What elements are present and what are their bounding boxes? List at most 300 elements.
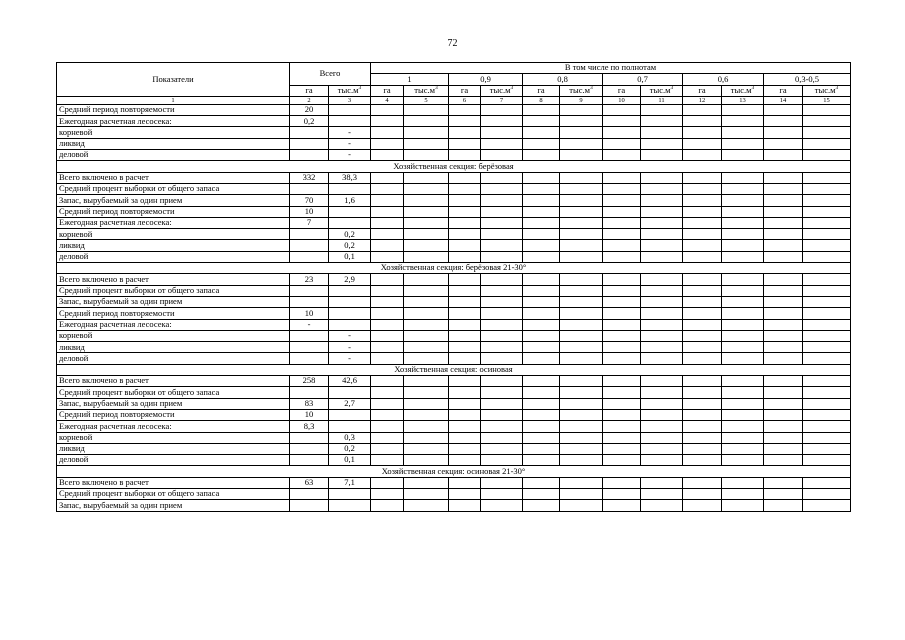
- density-cell: [722, 477, 764, 488]
- density-cell: [764, 229, 803, 240]
- unit-volume-text: тыс.м: [489, 85, 511, 95]
- density-cell: [722, 387, 764, 398]
- total-volume-cell: -: [329, 150, 371, 161]
- total-ha-cell: 63: [290, 477, 329, 488]
- density-cell: [764, 319, 803, 330]
- density-cell: [404, 183, 449, 194]
- table-row: [57, 127, 851, 138]
- density-cell: [603, 376, 641, 387]
- density-cell: [404, 421, 449, 432]
- density-cell: [481, 443, 523, 454]
- density-cell: [481, 477, 523, 488]
- table-row: [57, 274, 851, 285]
- density-cell: [560, 477, 603, 488]
- table-body: [57, 96, 851, 511]
- total-ha-cell: [290, 150, 329, 161]
- density-cell: [371, 455, 404, 466]
- density-cell: [722, 488, 764, 499]
- density-cell: [641, 488, 683, 499]
- density-cell: [603, 285, 641, 296]
- density-cell: [481, 217, 523, 228]
- density-cell: [404, 455, 449, 466]
- total-ha-cell: 10: [290, 409, 329, 420]
- density-cell: [722, 274, 764, 285]
- row-label: Ежегодная расчетная лесосека:: [57, 217, 290, 228]
- density-cell: [803, 240, 851, 251]
- total-ha-cell: 83: [290, 398, 329, 409]
- density-cell: [481, 308, 523, 319]
- density-cell: [523, 104, 560, 115]
- density-cell: [449, 308, 481, 319]
- density-cell: [603, 127, 641, 138]
- table-row: [57, 500, 851, 511]
- density-cell: [560, 229, 603, 240]
- density-cell: [371, 409, 404, 420]
- column-number: 15: [803, 96, 851, 104]
- density-cell: [803, 353, 851, 364]
- density-cell: [404, 398, 449, 409]
- density-cell: [404, 443, 449, 454]
- density-cell: [404, 104, 449, 115]
- density-cell: [404, 150, 449, 161]
- column-number: 11: [641, 96, 683, 104]
- density-cell: [764, 308, 803, 319]
- row-label: деловой: [57, 455, 290, 466]
- density-cell: [683, 319, 722, 330]
- density-cell: [722, 443, 764, 454]
- column-number: 9: [560, 96, 603, 104]
- density-cell: [371, 319, 404, 330]
- density-cell: [404, 195, 449, 206]
- header-indicators: Показатели: [57, 63, 290, 97]
- density-cell: [764, 150, 803, 161]
- density-cell: [641, 409, 683, 420]
- density-cell: [603, 432, 641, 443]
- density-cell: [722, 421, 764, 432]
- density-cell: [764, 330, 803, 341]
- density-cell: [481, 104, 523, 115]
- density-cell: [803, 455, 851, 466]
- density-cell: [449, 285, 481, 296]
- density-cell: [371, 296, 404, 307]
- total-ha-cell: [290, 342, 329, 353]
- density-cell: [560, 342, 603, 353]
- density-cell: [404, 116, 449, 127]
- density-cell: [722, 376, 764, 387]
- density-cell: [803, 274, 851, 285]
- unit-volume-exponent: 3: [589, 85, 593, 92]
- density-cell: [404, 127, 449, 138]
- total-ha-cell: [290, 296, 329, 307]
- table-row: [57, 330, 851, 341]
- density-cell: [803, 488, 851, 499]
- density-cell: [803, 387, 851, 398]
- density-cell: [449, 172, 481, 183]
- density-cell: [449, 376, 481, 387]
- total-ha-cell: -: [290, 319, 329, 330]
- density-cell: [683, 421, 722, 432]
- density-cell: [803, 206, 851, 217]
- density-cell: [764, 251, 803, 262]
- density-cell: [683, 229, 722, 240]
- column-number: 13: [722, 96, 764, 104]
- unit-volume-exponent: 3: [434, 85, 438, 92]
- density-cell: [683, 330, 722, 341]
- density-cell: [722, 285, 764, 296]
- density-cell: [641, 455, 683, 466]
- density-cell: [683, 488, 722, 499]
- unit-volume-exponent: 3: [358, 85, 362, 92]
- unit-volume: [803, 85, 851, 96]
- density-cell: [449, 116, 481, 127]
- density-cell: [683, 183, 722, 194]
- density-cell: [641, 104, 683, 115]
- unit-volume-text: тыс.м: [337, 85, 359, 95]
- total-ha-cell: [290, 500, 329, 511]
- density-cell: [523, 477, 560, 488]
- density-cell: [722, 251, 764, 262]
- density-cell: [764, 421, 803, 432]
- density-cell: [722, 217, 764, 228]
- density-cell: [641, 183, 683, 194]
- density-cell: [683, 127, 722, 138]
- density-cell: [404, 285, 449, 296]
- density-cell: [449, 195, 481, 206]
- table-row: [57, 376, 851, 387]
- density-header: 1: [371, 74, 449, 85]
- density-cell: [683, 432, 722, 443]
- density-cell: [371, 421, 404, 432]
- density-cell: [523, 138, 560, 149]
- density-cell: [603, 206, 641, 217]
- density-cell: [560, 455, 603, 466]
- density-cell: [371, 432, 404, 443]
- density-cell: [523, 330, 560, 341]
- density-cell: [722, 138, 764, 149]
- density-cell: [764, 353, 803, 364]
- density-cell: [481, 274, 523, 285]
- density-cell: [603, 172, 641, 183]
- density-cell: [560, 500, 603, 511]
- unit-volume: [560, 85, 603, 96]
- density-cell: [523, 409, 560, 420]
- unit-ha: га: [523, 85, 560, 96]
- density-cell: [523, 387, 560, 398]
- density-cell: [560, 330, 603, 341]
- density-cell: [481, 229, 523, 240]
- density-cell: [764, 500, 803, 511]
- total-ha-cell: [290, 240, 329, 251]
- density-cell: [523, 183, 560, 194]
- density-cell: [683, 500, 722, 511]
- density-cell: [560, 432, 603, 443]
- density-cell: [481, 296, 523, 307]
- unit-ha: га: [683, 85, 722, 96]
- table-row: [57, 285, 851, 296]
- density-cell: [371, 308, 404, 319]
- density-cell: [641, 229, 683, 240]
- total-volume-cell: -: [329, 330, 371, 341]
- density-cell: [641, 330, 683, 341]
- density-cell: [764, 172, 803, 183]
- density-cell: [803, 443, 851, 454]
- density-cell: [523, 488, 560, 499]
- density-cell: [371, 138, 404, 149]
- total-ha-cell: [290, 330, 329, 341]
- row-label: деловой: [57, 353, 290, 364]
- density-cell: [481, 432, 523, 443]
- density-cell: [641, 353, 683, 364]
- density-cell: [449, 432, 481, 443]
- density-cell: [722, 353, 764, 364]
- density-cell: [449, 183, 481, 194]
- density-cell: [722, 455, 764, 466]
- density-cell: [481, 409, 523, 420]
- density-cell: [683, 206, 722, 217]
- table-row: [57, 455, 851, 466]
- density-cell: [560, 409, 603, 420]
- density-cell: [481, 500, 523, 511]
- density-cell: [371, 398, 404, 409]
- total-ha-cell: 258: [290, 376, 329, 387]
- density-cell: [560, 285, 603, 296]
- density-cell: [803, 172, 851, 183]
- density-header: 0,8: [523, 74, 603, 85]
- density-cell: [523, 500, 560, 511]
- row-label: Средний период повторяемости: [57, 104, 290, 115]
- density-cell: [560, 217, 603, 228]
- density-cell: [803, 285, 851, 296]
- row-label: Средний процент выборки от общего запаса: [57, 183, 290, 194]
- density-cell: [404, 172, 449, 183]
- density-cell: [722, 330, 764, 341]
- row-label: Средний процент выборки от общего запаса: [57, 285, 290, 296]
- table-row: [57, 150, 851, 161]
- total-ha-cell: [290, 443, 329, 454]
- density-cell: [683, 240, 722, 251]
- table-row: [57, 409, 851, 420]
- table-row: [57, 217, 851, 228]
- density-cell: [523, 150, 560, 161]
- density-cell: [560, 206, 603, 217]
- density-cell: [641, 387, 683, 398]
- unit-volume-text: тыс.м: [649, 85, 671, 95]
- row-label: Всего включено в расчет: [57, 477, 290, 488]
- density-cell: [764, 432, 803, 443]
- density-header: 0,9: [449, 74, 523, 85]
- density-cell: [481, 172, 523, 183]
- total-ha-cell: 20: [290, 104, 329, 115]
- column-number: 4: [371, 96, 404, 104]
- density-cell: [481, 285, 523, 296]
- total-volume-cell: -: [329, 353, 371, 364]
- table-row: [57, 206, 851, 217]
- density-cell: [449, 421, 481, 432]
- column-number: 7: [481, 96, 523, 104]
- column-number: 1: [57, 96, 290, 104]
- density-cell: [560, 138, 603, 149]
- row-label: Ежегодная расчетная лесосека:: [57, 421, 290, 432]
- density-cell: [603, 319, 641, 330]
- total-volume-cell: [329, 296, 371, 307]
- density-cell: [683, 150, 722, 161]
- row-label: ликвид: [57, 342, 290, 353]
- unit-ha: га: [603, 85, 641, 96]
- density-cell: [683, 342, 722, 353]
- total-ha-cell: 7: [290, 217, 329, 228]
- density-cell: [449, 353, 481, 364]
- row-label: Запас, вырубаемый за один прием: [57, 398, 290, 409]
- density-cell: [722, 229, 764, 240]
- row-label: корневой: [57, 330, 290, 341]
- total-ha-cell: 23: [290, 274, 329, 285]
- density-cell: [641, 240, 683, 251]
- density-cell: [371, 500, 404, 511]
- density-cell: [603, 229, 641, 240]
- total-volume-cell: 7,1: [329, 477, 371, 488]
- density-cell: [404, 308, 449, 319]
- table-row: [57, 353, 851, 364]
- density-cell: [803, 217, 851, 228]
- unit-volume-text: тыс.м: [569, 85, 590, 95]
- density-cell: [641, 432, 683, 443]
- density-cell: [481, 455, 523, 466]
- table-row: [57, 308, 851, 319]
- density-cell: [404, 138, 449, 149]
- density-cell: [523, 455, 560, 466]
- density-cell: [803, 308, 851, 319]
- density-cell: [641, 206, 683, 217]
- density-cell: [764, 455, 803, 466]
- density-cell: [641, 138, 683, 149]
- density-cell: [722, 195, 764, 206]
- row-label: корневой: [57, 229, 290, 240]
- density-cell: [603, 251, 641, 262]
- density-cell: [449, 443, 481, 454]
- unit-volume: [404, 85, 449, 96]
- density-cell: [603, 330, 641, 341]
- density-cell: [803, 319, 851, 330]
- total-ha-cell: [290, 387, 329, 398]
- total-ha-cell: [290, 251, 329, 262]
- density-cell: [404, 229, 449, 240]
- total-volume-cell: [329, 387, 371, 398]
- table-row: [57, 195, 851, 206]
- density-cell: [449, 229, 481, 240]
- total-volume-cell: [329, 488, 371, 499]
- density-header: 0,7: [603, 74, 683, 85]
- density-cell: [764, 477, 803, 488]
- density-cell: [523, 432, 560, 443]
- density-cell: [481, 127, 523, 138]
- density-cell: [560, 240, 603, 251]
- density-cell: [404, 387, 449, 398]
- total-volume-cell: [329, 308, 371, 319]
- density-cell: [803, 477, 851, 488]
- density-cell: [641, 127, 683, 138]
- density-cell: [641, 477, 683, 488]
- density-cell: [560, 308, 603, 319]
- density-cell: [764, 409, 803, 420]
- density-cell: [683, 116, 722, 127]
- density-cell: [481, 398, 523, 409]
- density-cell: [449, 488, 481, 499]
- total-ha-cell: [290, 183, 329, 194]
- density-cell: [404, 206, 449, 217]
- density-cell: [722, 308, 764, 319]
- density-cell: [481, 150, 523, 161]
- density-cell: [481, 342, 523, 353]
- total-volume-cell: [329, 206, 371, 217]
- density-cell: [683, 308, 722, 319]
- density-cell: [371, 116, 404, 127]
- density-cell: [371, 150, 404, 161]
- column-number: 2: [290, 96, 329, 104]
- density-cell: [641, 150, 683, 161]
- density-cell: [560, 104, 603, 115]
- density-cell: [641, 251, 683, 262]
- total-ha-cell: 10: [290, 308, 329, 319]
- table-row: [57, 240, 851, 251]
- density-cell: [449, 206, 481, 217]
- density-cell: [523, 240, 560, 251]
- table-row: [57, 319, 851, 330]
- total-ha-cell: [290, 353, 329, 364]
- density-cell: [683, 251, 722, 262]
- density-cell: [603, 296, 641, 307]
- row-label: Всего включено в расчет: [57, 376, 290, 387]
- density-cell: [523, 172, 560, 183]
- density-cell: [764, 488, 803, 499]
- total-ha-cell: 8,3: [290, 421, 329, 432]
- density-cell: [481, 206, 523, 217]
- total-ha-cell: [290, 432, 329, 443]
- density-cell: [641, 274, 683, 285]
- density-cell: [722, 172, 764, 183]
- density-cell: [481, 116, 523, 127]
- column-number: 12: [683, 96, 722, 104]
- total-volume-cell: [329, 104, 371, 115]
- table-row: [57, 138, 851, 149]
- table-row: [57, 421, 851, 432]
- density-cell: [523, 443, 560, 454]
- column-number: 8: [523, 96, 560, 104]
- density-cell: [371, 285, 404, 296]
- section-title: Хозяйственная секция: осиновая 21-30°: [57, 466, 851, 477]
- density-cell: [803, 342, 851, 353]
- density-cell: [603, 104, 641, 115]
- density-cell: [481, 319, 523, 330]
- density-cell: [404, 477, 449, 488]
- density-cell: [603, 116, 641, 127]
- density-cell: [560, 319, 603, 330]
- section-row: [57, 161, 851, 172]
- density-cell: [560, 443, 603, 454]
- row-label: деловой: [57, 150, 290, 161]
- density-cell: [683, 477, 722, 488]
- density-cell: [803, 195, 851, 206]
- density-cell: [641, 398, 683, 409]
- density-cell: [764, 138, 803, 149]
- density-cell: [641, 308, 683, 319]
- header-total: Всего: [290, 63, 371, 86]
- column-number: 3: [329, 96, 371, 104]
- density-cell: [722, 150, 764, 161]
- density-cell: [803, 104, 851, 115]
- unit-volume-text: тыс.м: [730, 85, 752, 95]
- density-cell: [481, 183, 523, 194]
- density-cell: [523, 319, 560, 330]
